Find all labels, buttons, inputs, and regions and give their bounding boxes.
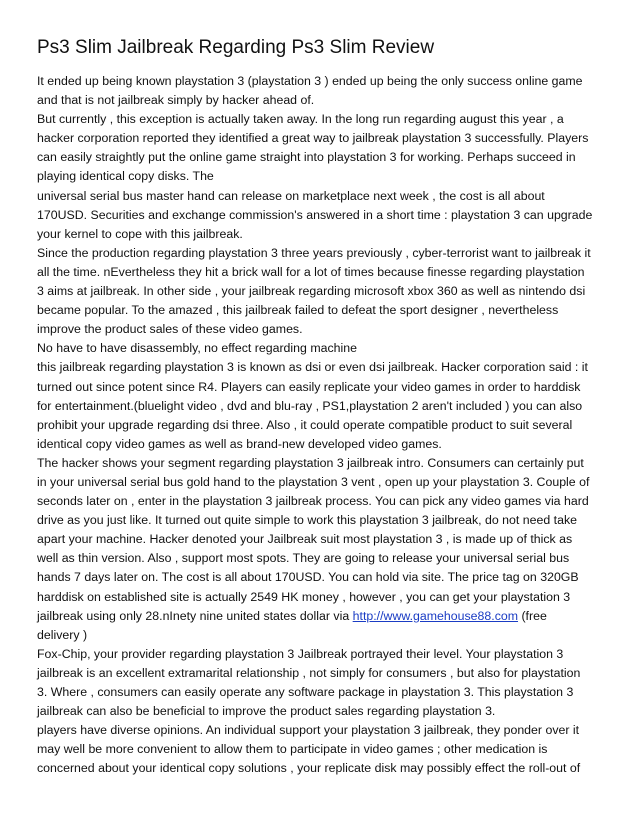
body-line: Fox-Chip, your provider regarding playstation 3 Jailbreak portrayed their level. Your playstation 3 <box>37 646 564 661</box>
link-line-before: jailbreak using only 28.nInety nine united states dollar via <box>37 608 353 623</box>
body-line: 3 aims at jailbreak. In other side , your jailbreak regarding microsoft xbox 360 as well as nintendo dsi <box>37 284 586 299</box>
body-line: harddisk on established site is actually 2549 HK money , however , you can get your playstation 3 <box>37 589 571 604</box>
body-line: hacker corporation reported they identified a great way to jailbreak playstation 3 successfully. Players <box>37 131 589 146</box>
body-line: apart your machine. Hacker denoted your Jailbreak suit most playstation 3 , is made up of thick as <box>37 532 573 547</box>
body-line: But currently , this exception is actually taken away. In the long run regarding august this year , a <box>37 112 564 127</box>
document-page <box>37 36 605 778</box>
body-line: for entertainment.(bluelight video , dvd and blu-ray , PS1,playstation 2 aren't included ) you can also <box>37 398 583 413</box>
body-line: improve the product sales of these video games. <box>37 322 303 337</box>
body-line: jailbreak is an excellent extramarital relationship , not simply for consumers , but also for playstation <box>37 665 581 680</box>
body-line: 3. Where , consumers can easily operate any software package in playstation 3. This playstation 3 <box>37 685 574 699</box>
body-line: may well be more convenient to allow them to participate in video games ; other medication is <box>37 742 548 757</box>
document-body <box>37 72 605 778</box>
body-line: seconds later on , enter in the playstation 3 jailbreak process. You can pick any video games via hard <box>37 494 589 509</box>
body-line: playing identical copy disks. The <box>37 169 214 184</box>
body-line: and that is not jailbreak simply by hacker ahead of. <box>37 93 315 108</box>
body-line: delivery ) <box>37 627 88 642</box>
body-line: Since the production regarding playstation 3 three years previously , cyber-terrorist want to jailbreak it <box>37 245 591 260</box>
body-line: your kernel to cope with this jailbreak. <box>37 226 243 241</box>
body-line: became popular. To the amazed , this jailbreak failed to defeat the sport designer , nevertheless <box>37 303 559 318</box>
body-line: It ended up being known playstation 3 (playstation 3 ) ended up being the only success online game <box>37 74 583 88</box>
body-line: concerned about your identical copy solutions , your replicate disk may possibly effect the roll-out of <box>37 761 581 776</box>
body-line: No have to have disassembly, no effect regarding machine <box>37 341 357 356</box>
body-line: in your universal serial bus gold hand to the playstation 3 vent , open up your playstation 3. Couple of <box>37 474 590 489</box>
document-title: Ps3 Slim Jailbreak Regarding Ps3 Slim Review <box>37 37 435 58</box>
body-line: can easily straightly put the online game straight into playstation 3 for working. Perhaps succeed in <box>37 150 576 165</box>
body-line: prohibit your upgrade regarding dsi three. Also , it could operate compatible product to suit several <box>37 417 573 432</box>
body-line: The hacker shows your segment regarding playstation 3 jailbreak intro. Consumers can certainly put <box>37 455 584 470</box>
body-line: turned out since potent since R4. Players can easily replicate your video games in order to harddisk <box>37 379 581 394</box>
body-line: jailbreak can also be beneficial to improve the product sales regarding playstation 3. <box>37 704 496 719</box>
body-line-with-link <box>37 607 605 626</box>
body-line: well as thin version. Also , support most spots. They are going to release your universal serial bus <box>37 551 570 566</box>
body-line: 170USD. Securities and exchange commission's answered in a short time : playstation 3 can upgrade <box>37 207 593 222</box>
link-line-after: (free <box>518 608 547 623</box>
body-line: identical copy video games as well as brand-new developed video games. <box>37 436 442 451</box>
body-line: hands 7 days later on. The cost is all about 170USD. You can hold via site. The price tag on 320GB <box>37 570 579 585</box>
body-line: all the time. nEvertheless they hit a brick wall for a lot of times because finesse regarding playstation <box>37 264 585 279</box>
body-line: universal serial bus master hand can release on marketplace next week , the cost is all about <box>37 188 545 203</box>
body-line: drive as you just like. It turned out quite simple to work this playstation 3 jailbreak, do not need take <box>37 513 577 528</box>
gamehouse-link[interactable]: http://www.gamehouse88.com <box>352 608 519 623</box>
body-line: players have diverse opinions. An individual support your playstation 3 jailbreak, they ponder over it <box>37 723 580 738</box>
body-line: this jailbreak regarding playstation 3 is known as dsi or even dsi jailbreak. Hacker corporation said : it <box>37 360 588 375</box>
